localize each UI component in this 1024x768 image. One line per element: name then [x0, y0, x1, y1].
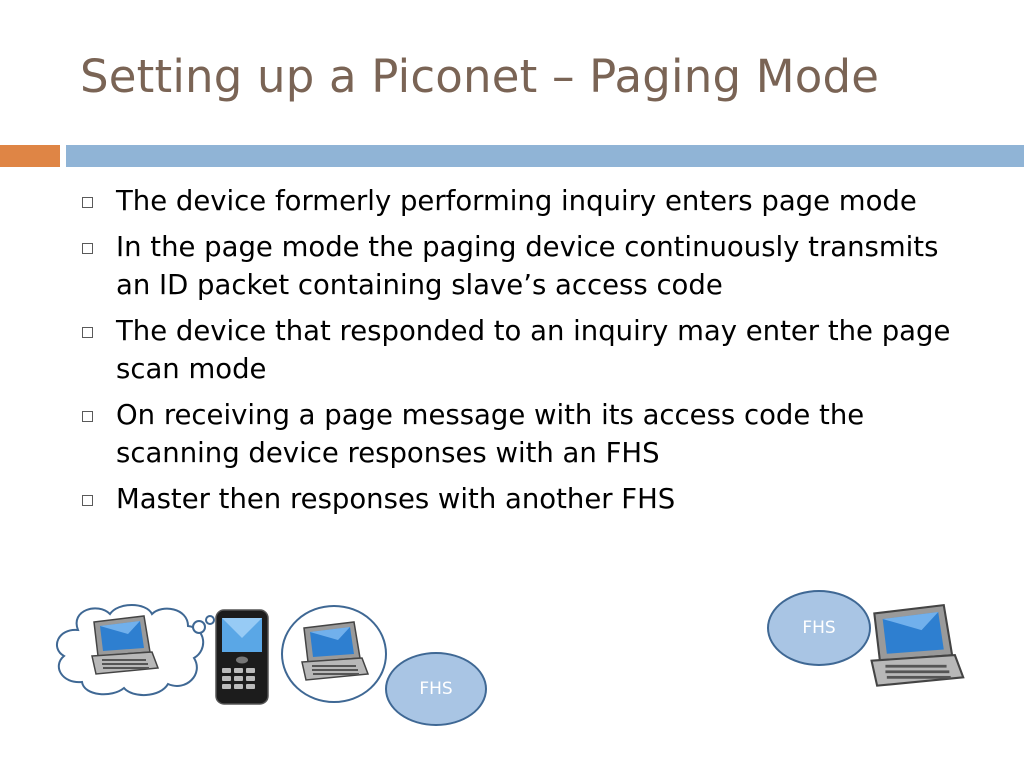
- smartphone-icon: [212, 608, 272, 706]
- bullet-item: [80, 480, 960, 518]
- bullet-text: The device that responded to an inquiry may enter the page scan mode: [116, 315, 951, 385]
- accent-bar-blue: [66, 145, 1024, 167]
- fhs-bubble-left: FHS: [385, 652, 487, 726]
- bullet-item: [80, 182, 960, 220]
- bullet-list: [80, 182, 960, 526]
- slide-title: Setting up a Piconet – Paging Mode: [80, 50, 880, 103]
- bullet-text: In the page mode the paging device continuously transmits an ID packet containing slave’s access code: [116, 231, 939, 301]
- bullet-item: [80, 228, 960, 304]
- square-bullet-icon: [82, 411, 93, 422]
- fhs-bubble-right: FHS: [767, 590, 871, 666]
- accent-bar-orange: [0, 145, 60, 167]
- pda-device-icon: [298, 618, 370, 682]
- bullet-text: Master then responses with another FHS: [116, 483, 676, 515]
- square-bullet-icon: [82, 243, 93, 254]
- pda-device-icon: [88, 612, 160, 676]
- bullet-text: The device formerly performing inquiry enters page mode: [116, 185, 917, 217]
- bullet-item: [80, 312, 960, 388]
- pda-device-icon: [866, 596, 966, 692]
- bullet-text: On receiving a page message with its access code the scanning device responses with an FHS: [116, 399, 865, 469]
- square-bullet-icon: [82, 197, 93, 208]
- square-bullet-icon: [82, 495, 93, 506]
- bullet-item: [80, 396, 960, 472]
- square-bullet-icon: [82, 327, 93, 338]
